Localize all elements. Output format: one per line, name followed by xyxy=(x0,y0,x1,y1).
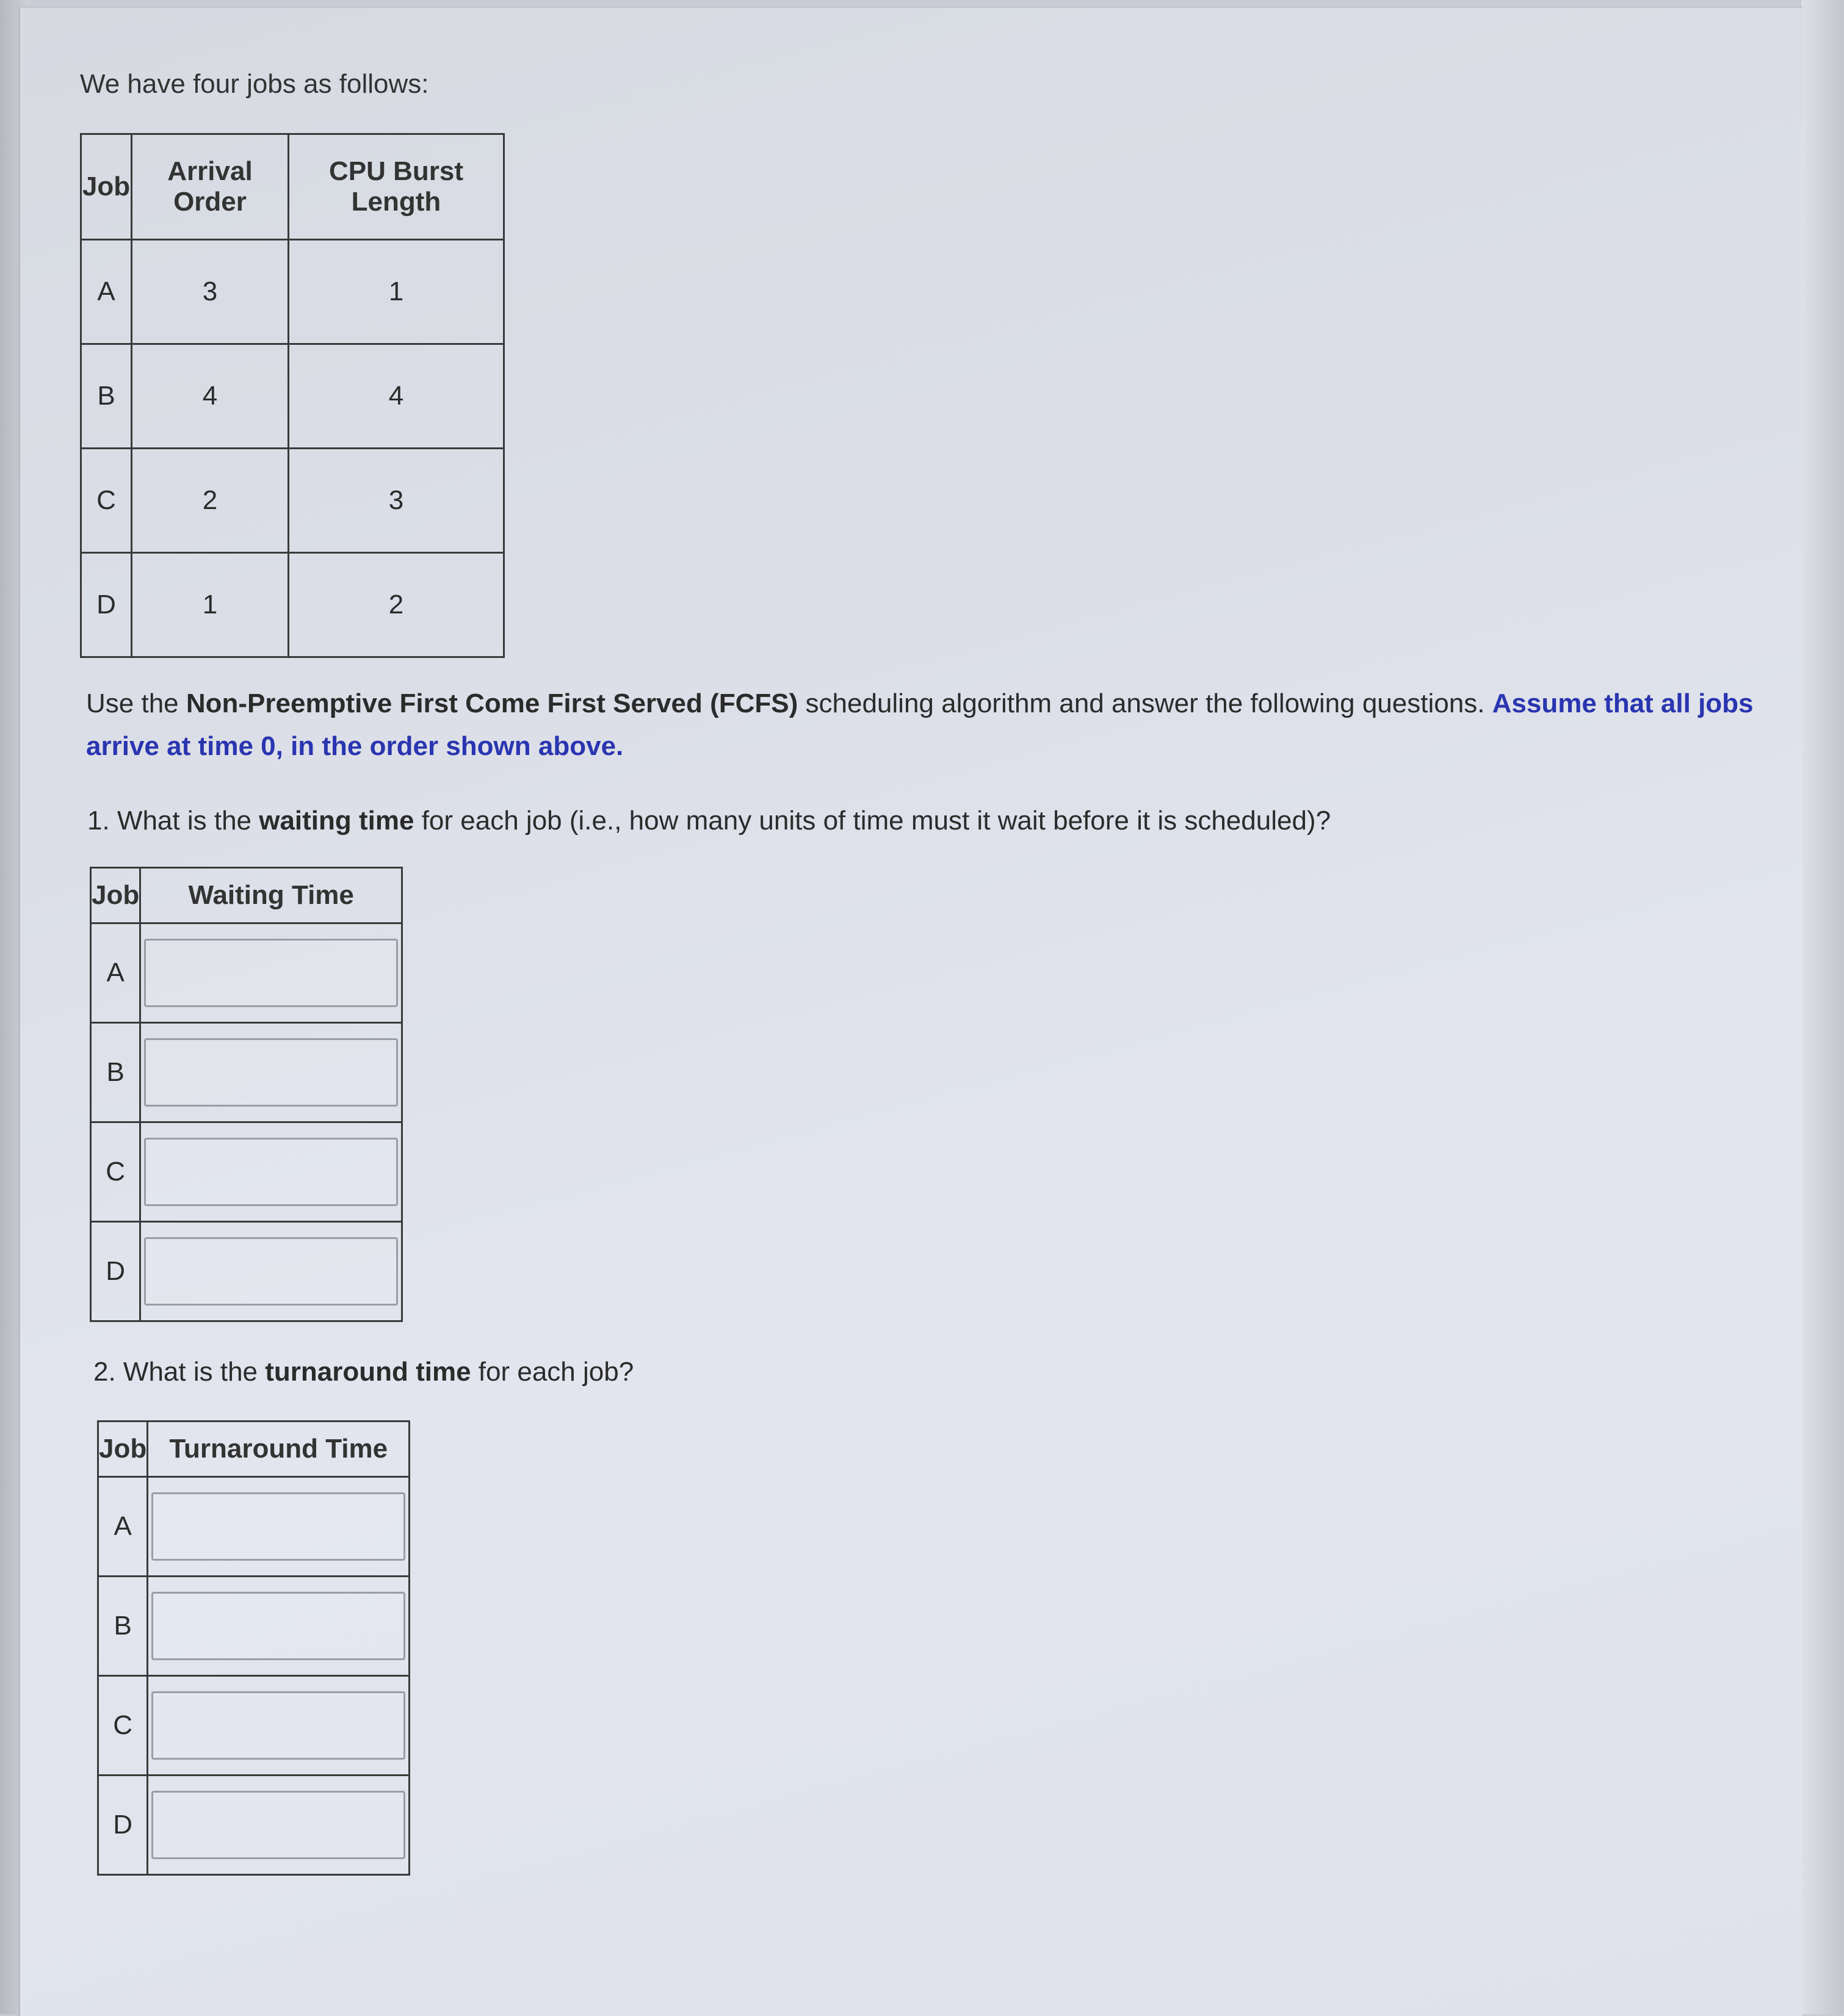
question-1 xyxy=(87,800,1331,842)
answer-cell xyxy=(140,923,402,1023)
jobs-header-job: Job xyxy=(81,134,132,240)
job-cell: D xyxy=(81,553,132,657)
turnaround-header-turnaround-time: Turnaround Time xyxy=(148,1422,410,1477)
intro-text: We have four jobs as follows: xyxy=(80,69,429,99)
jobs-table xyxy=(80,133,505,658)
arrival-cell: 2 xyxy=(132,449,289,553)
job-cell: D xyxy=(98,1776,148,1875)
waiting-table-header-row xyxy=(91,868,402,923)
burst-cell: 4 xyxy=(289,344,504,449)
question-2-part-3: for each job? xyxy=(471,1357,634,1387)
question-1-part-1: 1. What is the xyxy=(87,806,259,836)
table-row xyxy=(98,1676,410,1776)
question-1-keyword: waiting time xyxy=(259,806,414,836)
job-cell: C xyxy=(91,1122,140,1222)
arrival-cell: 4 xyxy=(132,344,289,449)
jobs-header-cpu-burst-length: CPU Burst Length xyxy=(289,134,504,240)
table-row xyxy=(91,923,402,1023)
burst-cell: 3 xyxy=(289,449,504,553)
job-cell: A xyxy=(98,1477,148,1577)
instructions-part-3: scheduling algorithm and answer the following questions. xyxy=(798,688,1492,718)
instructions-assumption: Assume that all jobs arrive at time 0, in the order shown above. xyxy=(86,688,1754,761)
waiting-time-input-d[interactable] xyxy=(144,1237,398,1306)
table-row xyxy=(98,1477,410,1577)
frame-edge-right xyxy=(1801,0,1844,2014)
job-cell: D xyxy=(91,1222,140,1321)
turnaround-time-table xyxy=(97,1420,410,1876)
jobs-table-header-row xyxy=(81,134,504,240)
turnaround-time-input-a[interactable] xyxy=(151,1492,405,1561)
waiting-time-input-b[interactable] xyxy=(144,1038,398,1107)
answer-cell xyxy=(148,1776,410,1875)
job-cell: C xyxy=(98,1676,148,1776)
job-cell: A xyxy=(91,923,140,1023)
instructions-part-1: Use the xyxy=(86,688,186,718)
turnaround-time-input-c[interactable] xyxy=(151,1691,405,1760)
answer-cell xyxy=(148,1676,410,1776)
answer-cell xyxy=(148,1577,410,1676)
job-cell: B xyxy=(81,344,132,449)
job-cell: A xyxy=(81,240,132,344)
table-row xyxy=(81,240,504,344)
answer-cell xyxy=(140,1023,402,1122)
document-page xyxy=(18,6,1802,2016)
waiting-header-job: Job xyxy=(91,868,140,923)
burst-cell: 2 xyxy=(289,553,504,657)
waiting-time-table xyxy=(90,867,403,1322)
question-1-part-3: for each job (i.e., how many units of time must it wait before it is scheduled)? xyxy=(414,806,1331,836)
jobs-header-arrival-order: Arrival Order xyxy=(132,134,289,240)
burst-cell: 1 xyxy=(289,240,504,344)
table-row xyxy=(91,1023,402,1122)
table-row xyxy=(91,1222,402,1321)
table-row xyxy=(81,449,504,553)
turnaround-header-job: Job xyxy=(98,1422,148,1477)
table-row xyxy=(91,1122,402,1222)
question-2 xyxy=(93,1351,634,1393)
table-row xyxy=(98,1577,410,1676)
table-row xyxy=(81,553,504,657)
waiting-time-input-a[interactable] xyxy=(144,939,398,1007)
waiting-time-input-c[interactable] xyxy=(144,1138,398,1206)
question-2-part-1: 2. What is the xyxy=(93,1357,266,1387)
turnaround-table-header-row xyxy=(98,1422,410,1477)
turnaround-time-input-d[interactable] xyxy=(151,1791,405,1859)
table-row xyxy=(98,1776,410,1875)
waiting-header-waiting-time: Waiting Time xyxy=(140,868,402,923)
answer-cell xyxy=(140,1222,402,1321)
instructions-text xyxy=(86,682,1832,768)
question-2-keyword: turnaround time xyxy=(265,1357,471,1387)
table-row xyxy=(81,344,504,449)
job-cell: B xyxy=(98,1577,148,1676)
turnaround-time-input-b[interactable] xyxy=(151,1592,405,1660)
answer-cell xyxy=(140,1122,402,1222)
job-cell: B xyxy=(91,1023,140,1122)
job-cell: C xyxy=(81,449,132,553)
arrival-cell: 3 xyxy=(132,240,289,344)
arrival-cell: 1 xyxy=(132,553,289,657)
answer-cell xyxy=(148,1477,410,1577)
instructions-algorithm-name: Non-Preemptive First Come First Served (FCFS) xyxy=(186,688,798,718)
